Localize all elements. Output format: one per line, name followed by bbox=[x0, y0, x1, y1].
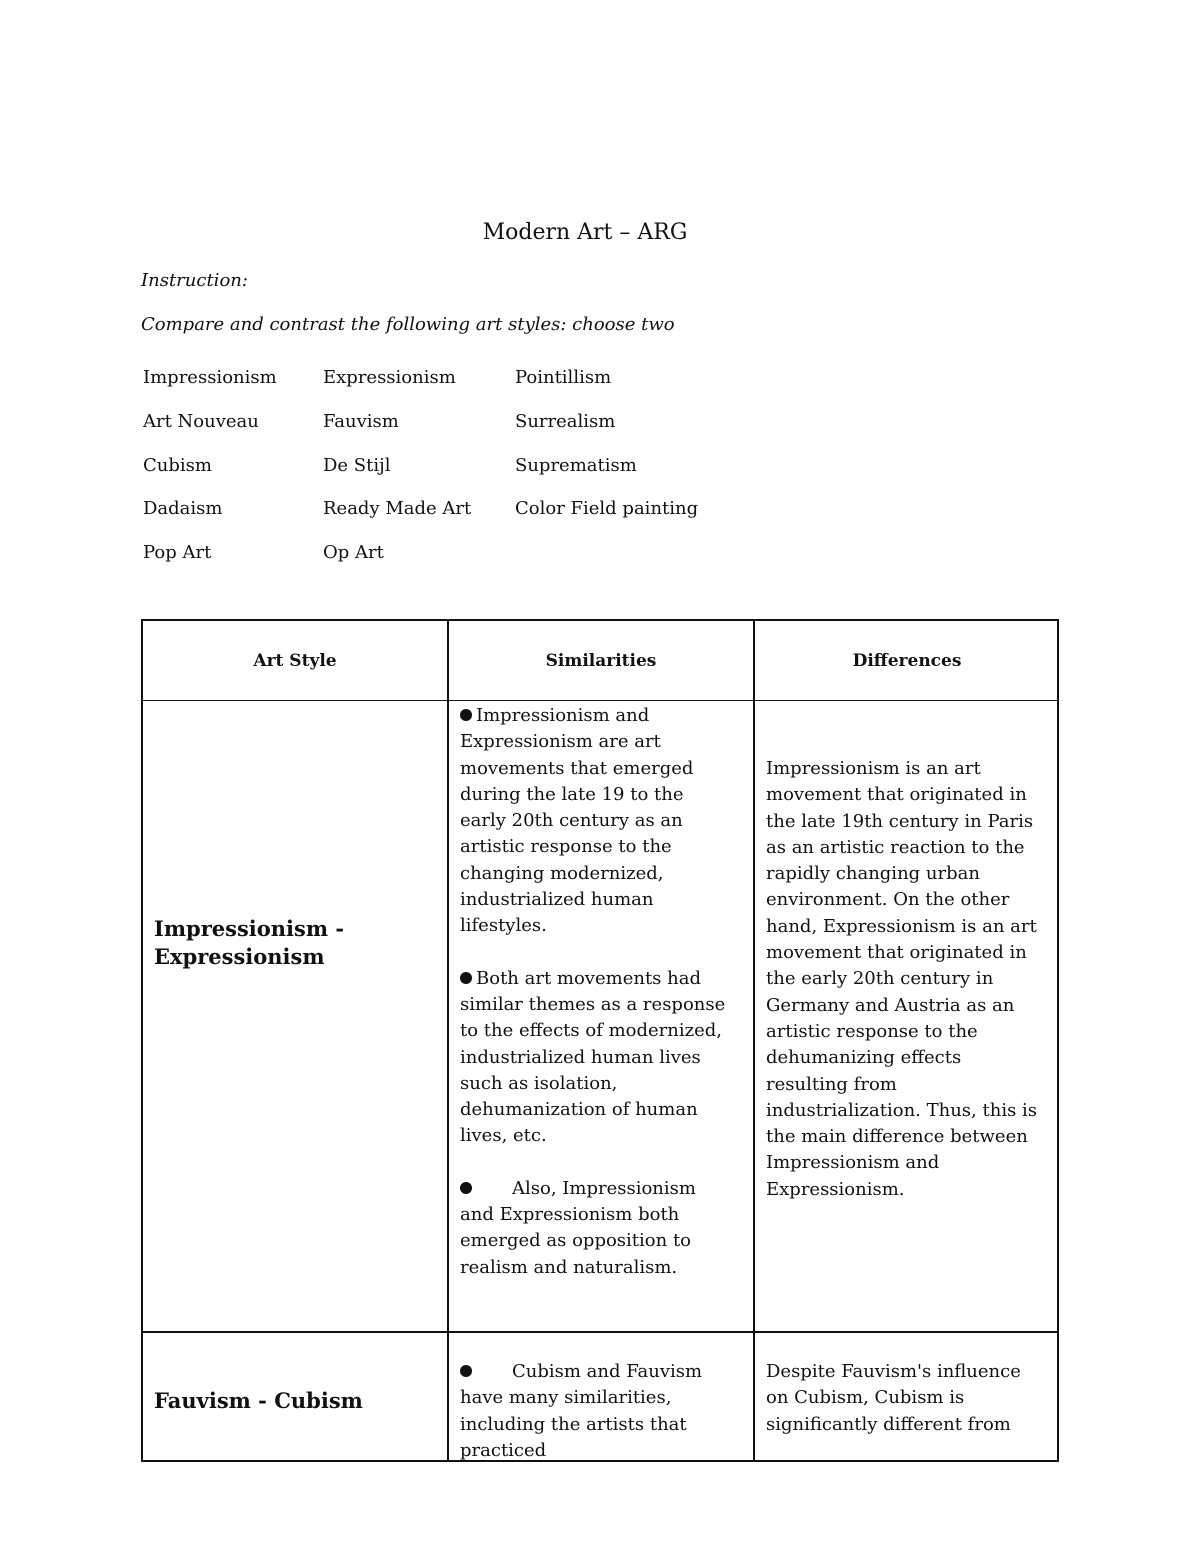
style-option: Ready Made Art bbox=[323, 498, 472, 520]
table-header-row bbox=[143, 621, 1057, 701]
bullet-icon bbox=[460, 1182, 472, 1194]
header-differences: Differences bbox=[852, 651, 962, 671]
styles-row bbox=[143, 356, 755, 400]
bullet-icon bbox=[460, 972, 472, 984]
table-row bbox=[143, 1333, 1057, 1462]
style-option: Pop Art bbox=[143, 542, 212, 564]
differences-cell: Impressionism is an art movement that originated in the late 19th century in Paris as an artistic reaction to the rapidly changing urban environment. On the other hand, Expressionism is an art movement that originated in the early 20th century in Germany and Austria as an artistic response to the dehumanizing effects resulting from industrialization. Thus, this is the main difference between Impressionism and Expressionism. bbox=[766, 758, 1038, 1200]
similarity-point: Both art movements had similar themes as a response to the effects of modernized, industrialized human lives such as isolation, dehumanization of human lives, etc. bbox=[460, 967, 726, 1147]
similarity-point: Cubism and Fauvism have many similarities, including the artists that practiced bbox=[460, 1361, 703, 1461]
style-option: Op Art bbox=[323, 542, 384, 564]
style-option: Cubism bbox=[143, 454, 212, 476]
style-option: Impressionism bbox=[143, 367, 277, 389]
style-option: Surrealism bbox=[515, 411, 616, 433]
table-row bbox=[143, 701, 1057, 1333]
similarity-point: Impressionism and Expressionism are art movements that emerged during the late 19 to the early 20th century as an artistic response to the changing modernized, industrialized human lifestyles. bbox=[460, 705, 694, 937]
header-art-style: Art Style bbox=[253, 651, 337, 671]
style-option: Art Nouveau bbox=[143, 411, 259, 433]
bullet-icon bbox=[460, 709, 472, 721]
similarity-point: Also, Impressionism and Expressionism both emerged as opposition to realism and naturalism. bbox=[460, 1177, 696, 1278]
styles-row bbox=[143, 487, 755, 531]
style-option: Fauvism bbox=[323, 411, 399, 433]
instruction-text: Compare and contrast the following art styles: choose two bbox=[141, 314, 675, 335]
style-option: Pointillism bbox=[515, 367, 612, 389]
style-option: Dadaism bbox=[143, 498, 223, 520]
style-option: Color Field painting bbox=[515, 498, 699, 520]
art-style-cell: Impressionism - Expressionism bbox=[154, 916, 345, 969]
styles-row bbox=[143, 400, 755, 444]
art-style-cell: Fauvism - Cubism bbox=[154, 1388, 363, 1413]
header-similarities: Similarities bbox=[545, 651, 657, 671]
similarities-cell bbox=[460, 703, 728, 1281]
style-option: Expressionism bbox=[323, 367, 456, 389]
style-option: Suprematism bbox=[515, 454, 637, 476]
similarities-cell bbox=[460, 1359, 722, 1462]
bullet-icon bbox=[460, 1365, 472, 1377]
styles-row bbox=[143, 443, 755, 487]
style-option: De Stijl bbox=[323, 454, 391, 476]
art-styles-list bbox=[143, 356, 755, 574]
instruction-label: Instruction: bbox=[141, 270, 248, 291]
comparison-table bbox=[141, 619, 1059, 1462]
page-title: Modern Art – ARG bbox=[482, 220, 688, 245]
styles-row bbox=[143, 531, 755, 575]
differences-cell: Despite Fauvism's influence on Cubism, Cubism is significantly different from bbox=[766, 1361, 1021, 1435]
